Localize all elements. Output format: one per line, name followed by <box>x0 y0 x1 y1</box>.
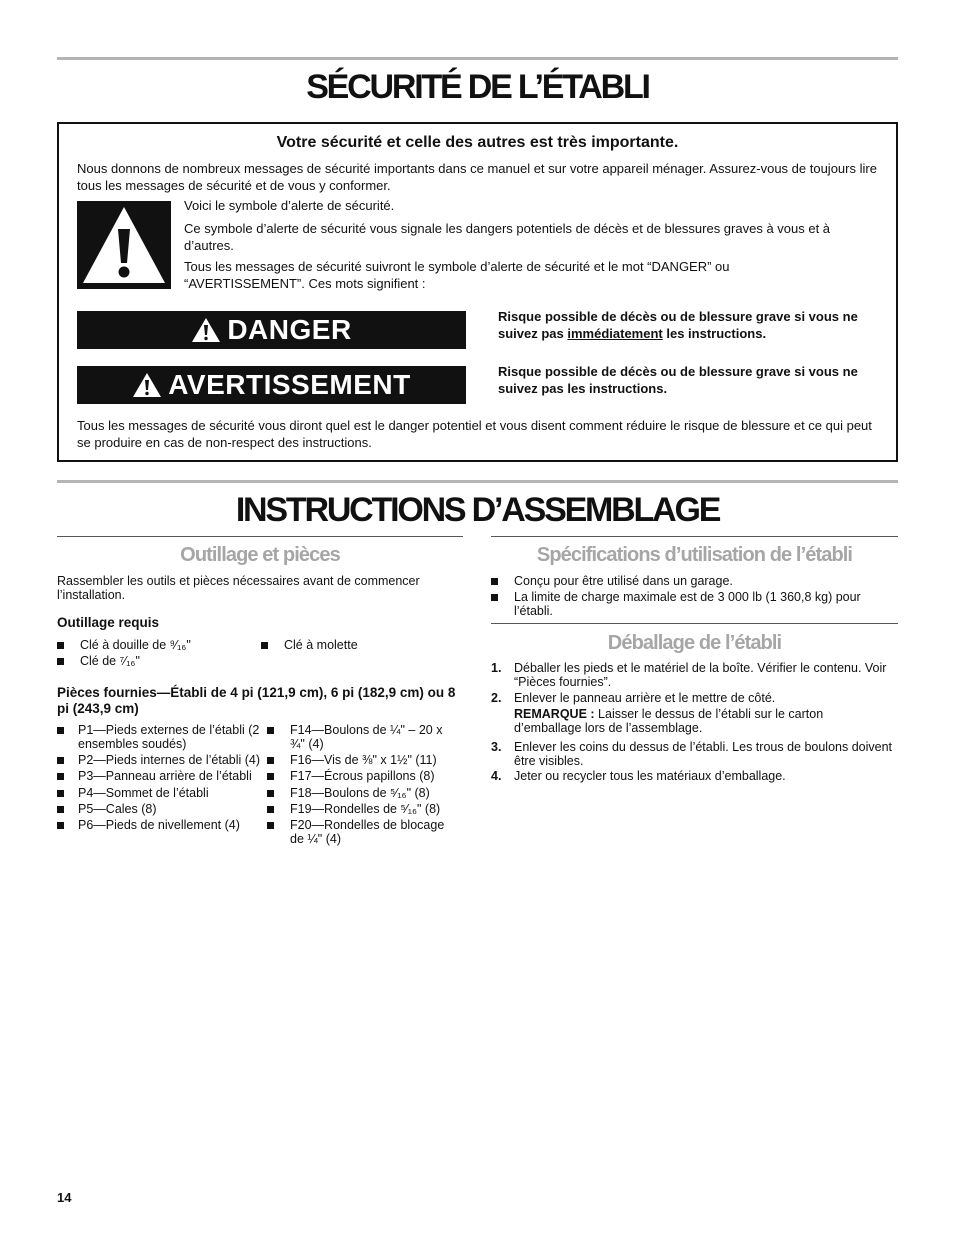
parts-heading: Pièces fournies—Établi de 4 pi (121,9 cm), 6 pi (182,9 cm) ou 8 pi (243,9 cm) <box>57 685 456 716</box>
assembly-title: INSTRUCTIONS D’ASSEMBLAGE <box>235 491 720 529</box>
unpack-heading: Déballage de l’établi <box>607 632 782 654</box>
danger-label: DANGER <box>227 314 352 345</box>
tools-required-label: Outillage requis <box>57 615 160 630</box>
right-column-rule <box>491 536 898 537</box>
danger-desc-underlined: immédiatement <box>567 325 663 341</box>
safety-alert-icon <box>77 201 171 289</box>
warning-triangle-icon <box>132 372 162 398</box>
warning-label: AVERTISSEMENT <box>168 369 411 400</box>
danger-desc-b: les instructions. <box>662 325 767 341</box>
note <box>514 707 884 735</box>
warning-desc: Risque possible de décès ou de blessure grave si vous ne suivez pas les instructions. <box>498 364 858 396</box>
danger-desc <box>498 309 893 342</box>
tools-heading: Outillage et pièces <box>180 544 340 566</box>
top-divider <box>57 57 898 60</box>
safety-heading: Votre sécurité et celle des autres est très importante. <box>276 134 679 151</box>
safety-intro: Nous donnons de nombreux messages de sécurité importants dans ce manuel et sur votre appareil ménager. Assurez-vous de toujours lire tous les messages de sécurité et de vous y conformer. <box>77 161 877 193</box>
note-text: Laisser le dessus de l’établi sur le carton d’emballage lors de l’assemblage. <box>514 707 824 735</box>
page-number: 14 <box>57 1190 72 1205</box>
left-column-rule <box>57 536 463 537</box>
danger-desc-a: Risque possible de décès ou de blessure grave si vous ne suivez pas <box>498 309 858 341</box>
spec-heading: Spécifications d’utilisation de l’établi <box>536 544 853 566</box>
safety-title: SÉCURITÉ DE L’ÉTABLI <box>306 68 649 106</box>
symbol-line: Voici le symbole d’alerte de sécurité. <box>184 198 395 213</box>
safety-box <box>57 122 898 462</box>
warning-banner <box>77 366 466 404</box>
warning-triangle-icon <box>191 317 221 343</box>
danger-banner <box>77 311 466 349</box>
symbol-desc: Ce symbole d’alerte de sécurité vous signale les dangers potentiels de décès et de blessures graves à vous et à d’autres. <box>184 221 831 253</box>
unpack-rule <box>491 623 898 624</box>
messages-desc: Tous les messages de sécurité suivront le symbole d’alerte de sécurité et le mot “DANGER” ou “AVERTISSEMENT”. Ces mots signifient : <box>184 259 730 291</box>
assembly-divider <box>57 480 898 483</box>
safety-closing: Tous les messages de sécurité vous diront quel est le danger potentiel et vous disent comment réduire le risque de blessure et ce qui peut se produire en cas de non-respect des instructions. <box>77 418 872 450</box>
tools-intro: Rassembler les outils et pièces nécessaires avant de commencer l’installation. <box>57 574 420 602</box>
note-label: REMARQUE : <box>514 707 595 721</box>
